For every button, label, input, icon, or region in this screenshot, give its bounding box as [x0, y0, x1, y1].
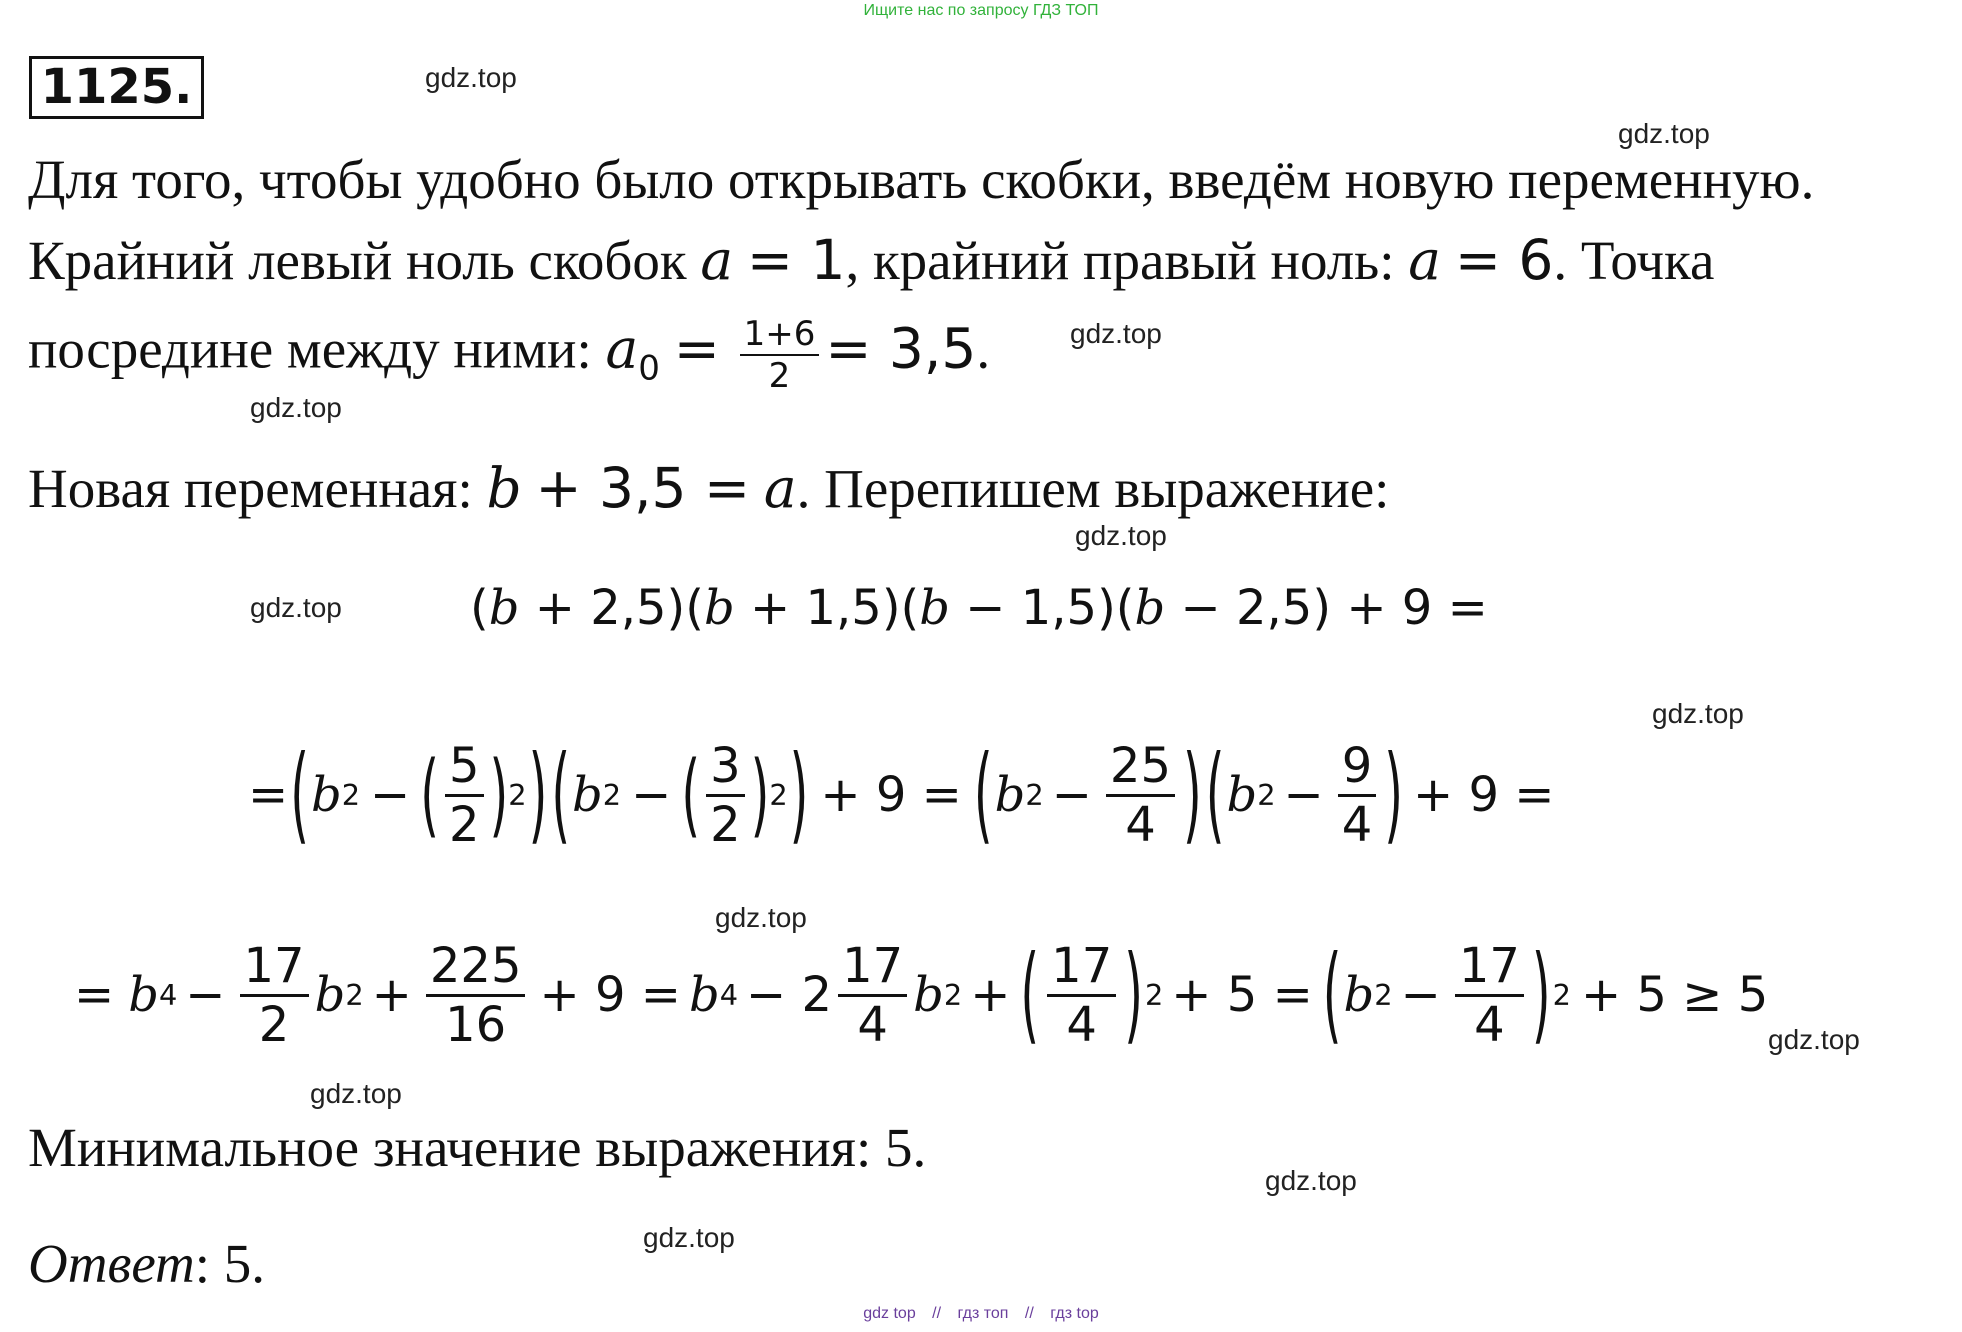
- fraction: [838, 938, 907, 1053]
- watermark: gdz.top: [643, 1222, 735, 1253]
- numerator: 3: [706, 738, 745, 797]
- denominator: 4: [857, 996, 888, 1053]
- minus-sign: −: [1283, 767, 1324, 823]
- fraction: [706, 738, 745, 853]
- var-b: b: [310, 767, 342, 823]
- math-fragment: + 2,5)(: [534, 580, 704, 636]
- denominator: 2: [448, 796, 480, 853]
- equation-line-2: = ( b 2 − ( $\frac{5}{2}$ ) 2 ) ( b 2 − ( $\frac{3}{2}$ ) 2 ) + 9 = ( b 2 − $\frac{25}{4}$ ) ( b 2 − $\frac{9}{4}$ ) + 9 =: [248, 733, 1555, 857]
- footer-link[interactable]: гдз топ: [957, 1305, 1009, 1322]
- watermark: gdz.top: [310, 1078, 402, 1109]
- watermark: gdz.top: [1070, 318, 1162, 349]
- var-a: a: [763, 456, 797, 520]
- minus-sign: −: [631, 767, 672, 823]
- plus-sign: +: [371, 967, 412, 1023]
- numerator: 5: [445, 738, 484, 797]
- watermark: gdz.top: [1075, 520, 1167, 551]
- close-paren: ): [489, 741, 509, 849]
- watermark: gdz.top: [1652, 698, 1744, 729]
- answer-line: [28, 1232, 265, 1296]
- plus-sign: +: [970, 967, 1011, 1023]
- math-fragment: = 3,5: [825, 316, 977, 381]
- big-close-paren: ): [1384, 733, 1404, 857]
- var-b: b: [1226, 767, 1258, 823]
- var-a: a: [1408, 228, 1442, 292]
- big-open-paren: (: [551, 733, 571, 857]
- math-fragment: − 2,5) + 9 =: [1180, 580, 1488, 636]
- footer-separator: //: [1024, 1305, 1034, 1322]
- var-b: b: [128, 967, 159, 1023]
- var-b: b: [913, 967, 944, 1023]
- fraction: [240, 938, 309, 1053]
- math-fragment: + 3,5 =: [535, 456, 751, 520]
- fraction: [1338, 738, 1377, 853]
- var-b: b: [704, 580, 735, 636]
- math-fragment: + 9 =: [820, 767, 962, 823]
- watermark: gdz.top: [250, 592, 342, 623]
- big-open-paren: (: [290, 733, 309, 857]
- var-b: b: [994, 767, 1026, 823]
- var-b: b: [1343, 967, 1375, 1023]
- equals-sign: =: [248, 767, 289, 823]
- footer-links: [0, 1305, 1962, 1323]
- var-b: b: [486, 456, 522, 520]
- math-fragment: − 1,5)(: [965, 580, 1135, 636]
- new-variable-paragraph: [28, 456, 1389, 521]
- numerator: 225: [426, 938, 526, 997]
- var-a: a: [605, 316, 639, 381]
- denominator: 2: [768, 356, 791, 396]
- denominator: 2: [258, 996, 290, 1053]
- big-close-paren: ): [1124, 933, 1143, 1057]
- math-fragment: − 2: [746, 967, 833, 1023]
- big-open-paren: (: [1205, 733, 1225, 857]
- numerator: 17: [1047, 938, 1116, 997]
- fraction: [1106, 738, 1175, 853]
- equals-sign: =: [74, 967, 115, 1023]
- denominator: 4: [1341, 796, 1373, 853]
- answer-value: : 5.: [194, 1233, 265, 1294]
- open-paren: (: [470, 580, 489, 636]
- text-fragment: Крайний левый ноль скобок: [28, 230, 701, 291]
- minus-sign: −: [185, 967, 226, 1023]
- watermark: gdz.top: [1265, 1165, 1357, 1196]
- text-fragment: , крайний правый ноль:: [845, 230, 1409, 291]
- footer-link[interactable]: gdz top: [863, 1305, 916, 1322]
- big-close-paren: ): [1531, 933, 1551, 1057]
- denominator: 4: [1474, 996, 1505, 1053]
- var-a: a: [700, 228, 734, 292]
- math-fragment: + 9 =: [1413, 767, 1555, 823]
- fraction: [740, 314, 820, 396]
- problem-number: 1125.: [29, 56, 204, 119]
- close-paren: ): [750, 741, 770, 849]
- numerator: 17: [1455, 938, 1524, 997]
- watermark: gdz.top: [1618, 118, 1710, 149]
- open-paren: (: [420, 741, 439, 849]
- period: .: [976, 318, 991, 380]
- watermark: gdz.top: [250, 392, 342, 423]
- math-fragment: = 1: [746, 228, 846, 292]
- denominator: 4: [1066, 996, 1097, 1053]
- math-fragment: + 5 =: [1171, 967, 1313, 1023]
- big-close-paren: ): [1183, 733, 1202, 857]
- text-fragment: . Перепишем выражение:: [796, 458, 1390, 519]
- math-fragment: = 6: [1454, 228, 1554, 292]
- watermark: gdz.top: [715, 902, 807, 933]
- minus-sign: −: [370, 767, 411, 823]
- footer-link[interactable]: гдз top: [1050, 1305, 1099, 1322]
- var-b: b: [488, 580, 520, 636]
- math-fragment: + 1,5)(: [750, 580, 920, 636]
- answer-label: Ответ: [28, 1233, 195, 1294]
- zeros-paragraph: [28, 228, 1714, 293]
- equals-sign: =: [673, 316, 720, 381]
- watermark: gdz.top: [1768, 1024, 1860, 1055]
- denominator: 16: [445, 996, 507, 1053]
- subscript: 0: [638, 348, 660, 389]
- numerator: 25: [1106, 738, 1175, 797]
- equation-line-1: [470, 580, 1488, 636]
- numerator: 9: [1338, 738, 1377, 797]
- denominator: 2: [710, 796, 741, 853]
- top-banner: Ищите нас по запросу ГДЗ ТОП: [863, 2, 1099, 19]
- fraction: [1047, 938, 1116, 1053]
- text-fragment: . Точка: [1553, 230, 1715, 291]
- big-open-paren: (: [973, 733, 993, 857]
- intro-paragraph: Для того, чтобы удобно было открывать скобки, введём новую переменную.: [28, 149, 1815, 210]
- text-fragment: Новая переменная:: [28, 458, 487, 519]
- midpoint-paragraph: [28, 314, 990, 396]
- minus-sign: −: [1051, 767, 1092, 823]
- watermark: gdz.top: [425, 62, 517, 93]
- big-close-paren: ): [528, 733, 548, 857]
- minus-sign: −: [1400, 967, 1441, 1023]
- min-value-paragraph: Минимальное значение выражения: 5.: [28, 1117, 927, 1178]
- var-b: b: [1134, 580, 1166, 636]
- var-b: b: [572, 767, 603, 823]
- footer-separator: //: [932, 1305, 942, 1322]
- text-fragment: посредине между ними:: [28, 318, 606, 380]
- denominator: 4: [1125, 796, 1156, 853]
- var-b: b: [919, 580, 950, 636]
- big-close-paren: ): [789, 733, 809, 857]
- equation-line-3: = b 4 − $\frac{17}{2}$ b 2 + $\frac{225}{16}$ + 9 = b 4 − 2 $\frac{17}{4}$ b 2 + ( $\frac{17}{4}$ ) 2 + 5 = ( b 2 − $\frac{17}{4}$ ) 2 + 5 ≥ 5: [74, 933, 1769, 1057]
- open-paren: (: [681, 741, 701, 849]
- numerator: 17: [838, 938, 907, 997]
- fraction: [1455, 938, 1524, 1053]
- numerator: 1+6: [740, 314, 820, 356]
- fraction: [445, 738, 484, 853]
- math-fragment: + 9 =: [539, 967, 681, 1023]
- math-fragment: + 5 ≥ 5: [1580, 967, 1769, 1023]
- numerator: 17: [240, 938, 309, 997]
- fraction: [426, 938, 526, 1053]
- var-b: b: [314, 967, 346, 1023]
- big-open-paren: (: [1020, 933, 1040, 1057]
- var-b: b: [688, 967, 720, 1023]
- big-open-paren: (: [1322, 933, 1342, 1057]
